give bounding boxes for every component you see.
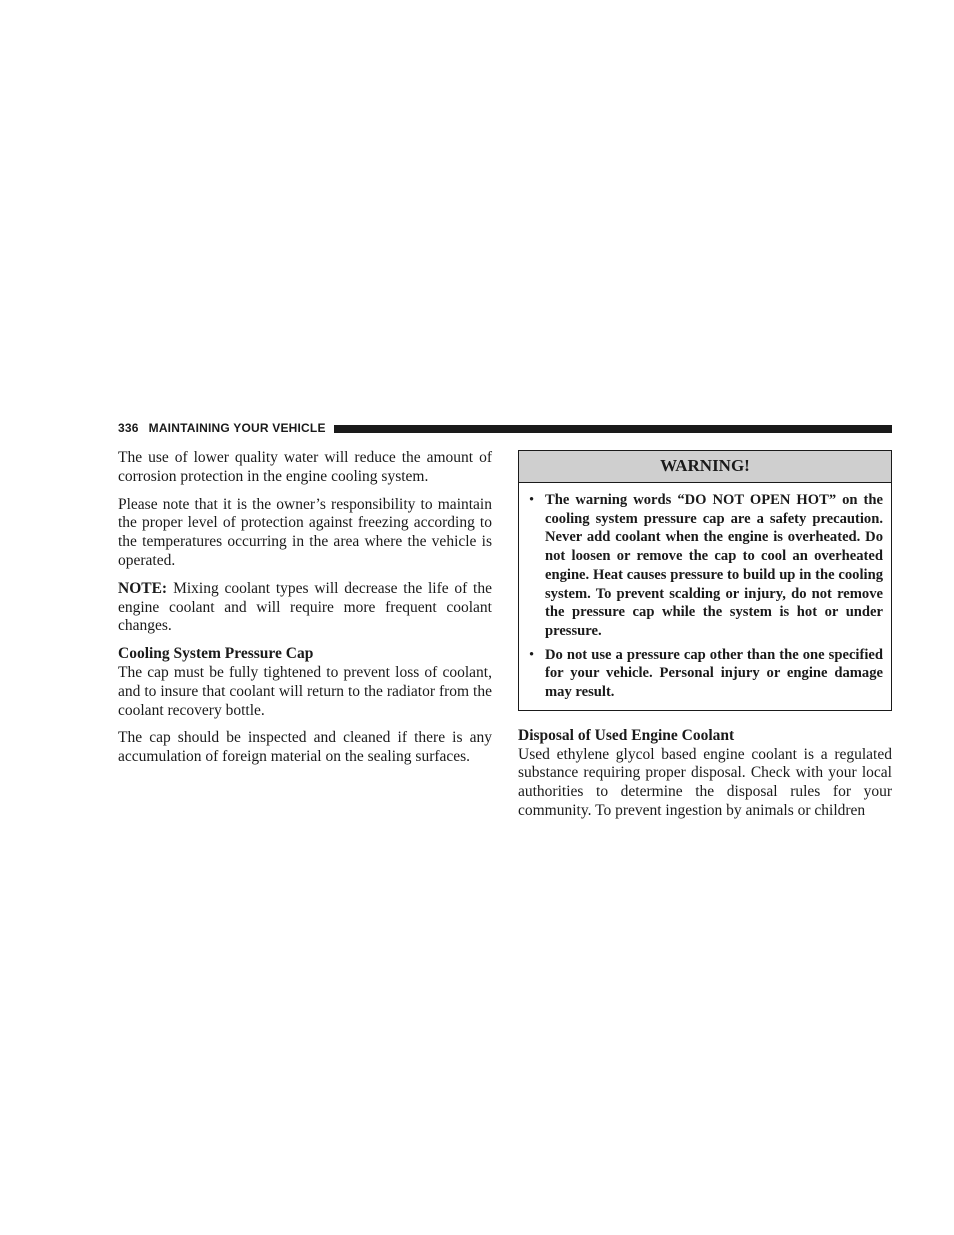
warning-item-text: The warning words “DO NOT OPEN HOT” on the cooling system pressure cap are a safety precaution. Never add coolant when the engine is overheated. Do not loosen or remove the cap to cool an overheated engine. Heat causes pressure to build up in the cooling system. To prevent scalding or injury, do not remove the pressure cap while the system is hot or under pressure. [545,492,883,639]
cap-heading: Cooling System Pressure Cap [118,645,314,663]
header-rule [334,425,892,433]
warning-box [518,450,892,711]
warning-title: WARNING! [519,451,891,483]
paragraph-cap-inspected: The cap should be inspected and cleaned if there is any accumulation of foreign material on the sealing surfaces. [118,729,492,766]
warning-list [519,483,891,710]
paragraph-water-quality: The use of lower quality water will reduce the amount of corrosion protection in the engine cooling system. [118,449,492,485]
paragraph-owner-responsibility: Please note that it is the owner’s responsibility to maintain the proper level of protection against freezing according to the temperatures occurring in the area where the vehicle is operated. [118,495,492,569]
note-paragraph [118,580,492,636]
warning-item-text: Do not use a pressure cap other than the one specified for your vehicle. Personal injury or engine damage may result. [545,646,883,701]
page-number: 336 [118,421,139,435]
right-column [518,449,892,830]
disposal-text: Used ethylene glycol based engine coolant is a regulated substance requiring proper disposal. Check with your local authorities to determine the disposal rules for your community. To prevent ingestion by animals or children [518,745,892,819]
paragraph-cap-tightened: The cap must be fully tightened to prevent loss of coolant, and to insure that coolant will return to the radiator from the coolant recovery bottle. [118,663,492,719]
note-label: NOTE: [118,579,168,597]
section-title: MAINTAINING YOUR VEHICLE [148,421,326,435]
bullet-icon: • [529,492,535,508]
disposal-section [518,727,892,821]
left-column [118,449,492,776]
disposal-heading: Disposal of Used Engine Coolant [518,726,735,744]
warning-item [529,646,883,702]
warning-item [529,491,883,641]
page-header [118,420,892,436]
note-text: Mixing coolant types will decrease the life of the engine coolant and will require more frequent coolant changes. [118,579,492,635]
bullet-icon: • [529,646,535,663]
